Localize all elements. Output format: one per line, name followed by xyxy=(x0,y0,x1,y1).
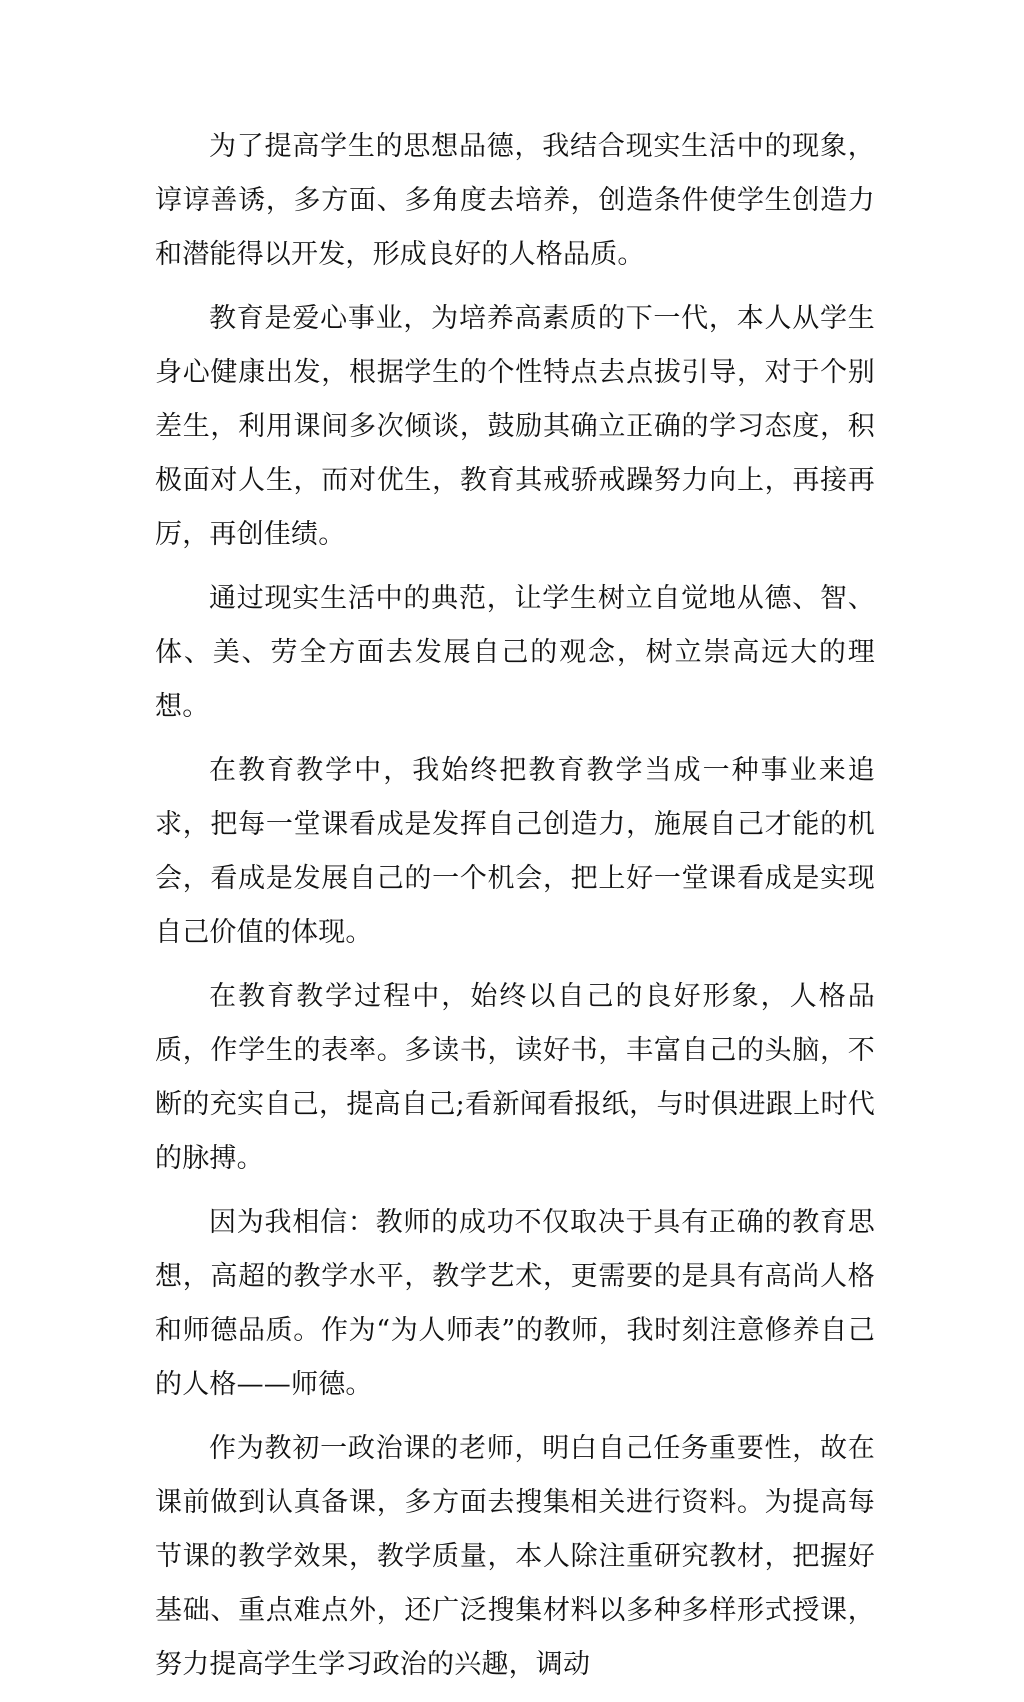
paragraph-4: 在教育教学中，我始终把教育教学当成一种事业来追求，把每一堂课看成是发挥自己创造力，施展自己才能的机会，看成是发展自己的一个机会，把上好一堂课看成是实现自己价值的体现。 xyxy=(155,755,875,948)
paragraph-2: 教育是爱心事业，为培养高素质的下一代，本人从学生身心健康出发，根据学生的个性特点去点拔引导，对于个别差生，利用课间多次倾谈，鼓励其确立正确的学习态度，积极面对人生，而对优生，教育其戒骄戒躁努力向上，再接再厉，再创佳绩。 xyxy=(155,303,875,550)
paragraph-6: 因为我相信：教师的成功不仅取决于具有正确的教育思想，高超的教学水平，教学艺术，更需要的是具有高尚人格和师德品质。作为“为人师表”的教师，我时刻注意修养自己的人格——师德。 xyxy=(155,1207,875,1400)
paragraph-5: 在教育教学过程中，始终以自己的良好形象，人格品质，作学生的表率。多读书，读好书，丰富自己的头脑，不断的充实自己，提高自己;看新闻看报纸，与时俱进跟上时代的脉搏。 xyxy=(155,981,875,1174)
document-body xyxy=(155,120,875,1702)
paragraph-7: 作为教初一政治课的老师，明白自己任务重要性，故在课前做到认真备课，多方面去搜集相关进行资料。为提高每节课的教学效果，教学质量，本人除注重研究教材，把握好基础、重点难点外，还广泛搜集材料以多种多样形式授课，努力提高学生学习政治的兴趣，调动 xyxy=(155,1433,875,1680)
paragraph-3: 通过现实生活中的典范，让学生树立自觉地从德、智、体、美、劳全方面去发展自己的观念，树立崇高远大的理想。 xyxy=(155,583,875,722)
paragraph-1: 为了提高学生的思想品德，我结合现实生活中的现象，谆谆善诱，多方面、多角度去培养，创造条件使学生创造力和潜能得以开发，形成良好的人格品质。 xyxy=(155,131,875,270)
